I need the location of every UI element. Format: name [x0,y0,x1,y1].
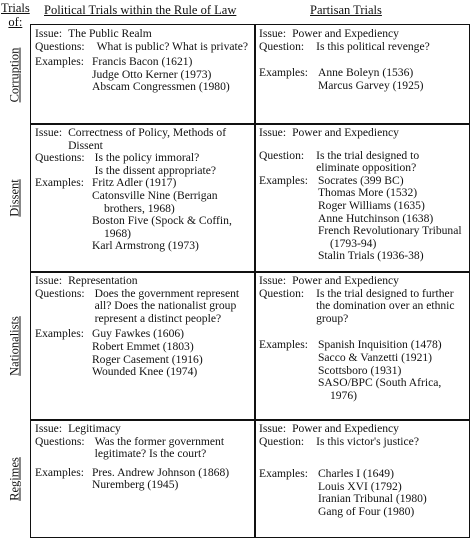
issue-line: Issue: Correctness of Policy, Methods of Dissent [35,126,227,152]
example-item: Roger Williams (1635) [317,198,425,212]
row-axis-header-line2: of: [8,15,23,29]
example-item: Gang of Four (1980) [317,504,415,518]
example-item: SASO/BPC (South Africa, 1976) [317,376,442,402]
example-item: Stalin Trials (1936-38) [317,249,424,263]
example-item: Fritz Adler (1917) [91,176,177,190]
example-item: Scottsboro (1931) [317,363,402,377]
example-item: Thomas More (1532) [317,186,418,200]
examples-block: Examples: Anne Boleyn (1536) Marcus Garvey (1925) [259,67,465,92]
example-item: Catonsville Nine (Berrigan brothers, 1968) [91,188,218,215]
examples-block: Examples: Fritz Adler (1917) Catonsville Nine (Berrigan brothers, 1968) Boston Five (Spock & Coffin, 1968) Karl Armstrong (1973) [35,177,251,253]
questions-line: Questions: Does the government represent all? Does the nationalist group represent a distinct people? [35,286,240,325]
example-item: Sacco & Vanzetti (1921) [317,350,433,364]
cell-regimes-partisan [254,419,470,538]
example-item: Roger Casement (1916) [91,352,203,366]
row-label-corruption: Corruption [7,47,22,102]
question-line: Question: Is this political revenge? [259,39,430,53]
question-line: Question: Is the trial designed to eliminate opposition? [259,148,420,175]
example-item: Socrates (399 BC) [317,173,404,187]
example-item: Wounded Knee (1974) [91,365,198,379]
examples-block: Examples: Spanish Inquisition (1478) Sacco & Vanzetti (1921) Scottsboro (1931) SASO/BPC (South Africa, 1976) [259,339,465,402]
example-item: Anne Hutchinson (1638) [317,211,434,225]
example-item: French Revolutionary Tribunal (1793-94) [317,224,462,250]
example-item: Abscam Congressmen (1980) [91,80,230,94]
example-item: Karl Armstrong (1973) [91,239,199,253]
example-item: Charles I (1649) [317,467,394,481]
questions-line: Questions: Was the former government legitimate? Is the court? [35,434,225,461]
example-item: Francis Bacon (1621) [91,55,193,69]
cell-regimes-rule-of-law [30,419,256,538]
row-label-dissent: Dissent [7,179,22,217]
row-axis-header-line1: Trials [1,1,30,15]
issue-line: Issue: Power and Expediency [259,274,399,287]
example-item: Iranian Tribunal (1980) [317,492,427,506]
issue-line: Issue: Power and Expediency [259,126,399,139]
right-column-header [310,3,382,17]
row-label-nationalists: Nationalists [7,316,22,376]
issue-line: Issue: Power and Expediency [259,422,399,435]
example-item: Nuremberg (1945) [91,478,179,492]
example-item: Louis XVI (1792) [317,479,402,493]
example-item: Robert Emmet (1803) [91,339,194,353]
issue-line: Issue: Legitimacy [35,422,121,435]
example-item: Guy Fawkes (1606) [91,327,185,341]
example-item: Marcus Garvey (1925) [317,78,424,92]
examples-block: Examples: Francis Bacon (1621) Judge Otto Kerner (1973) Abscam Congressmen (1980) [35,56,251,94]
question-line: Question: Is this victor's justice? [259,434,419,448]
cell-nationalists-partisan [254,271,470,421]
examples-block: Examples: Guy Fawkes (1606) Robert Emmet (1803) Roger Casement (1916) Wounded Knee (1974) [35,328,251,378]
right-column-header-text: Partisan Trials [310,3,382,17]
cell-corruption-rule-of-law [30,24,256,125]
questions-line: Questions: Is the policy immoral? Is the dissent appropriate? [35,151,216,177]
issue-line: Issue: Power and Expediency [259,27,399,40]
issue-line: Issue: The Public Realm [35,27,152,40]
cell-corruption-partisan [254,24,470,125]
examples-block: Examples: Pres. Andrew Johnson (1868) Nuremberg (1945) [35,467,251,492]
questions-line: Questions: What is public? What is private? [35,39,249,53]
question-line: Question: Is the trial designed to further the domination over an ethnic group? [259,286,455,325]
examples-block: Examples: Charles I (1649) Louis XVI (1792) Iranian Tribunal (1980) Gang of Four (1980) [259,468,465,518]
examples-block: Examples: Socrates (399 BC) Thomas More (1532) Roger Williams (1635) Anne Hutchinson (1638) French Revolutionary Tribunal (1793-94) Stalin Trials (1936-38) [259,175,465,263]
example-item: Anne Boleyn (1536) [317,66,414,80]
cell-nationalists-rule-of-law [30,271,256,421]
left-column-header [44,3,236,17]
example-item: Spanish Inquisition (1478) [317,338,442,352]
example-item: Judge Otto Kerner (1973) [91,67,212,81]
cell-dissent-rule-of-law [30,123,256,273]
issue-line: Issue: Representation [35,274,138,287]
example-item: Boston Five (Spock & Coffin, 1968) [91,214,232,240]
cell-dissent-partisan [254,123,470,273]
left-column-header-text: Political Trials within the Rule of Law [44,3,237,17]
example-item: Pres. Andrew Johnson (1868) [91,465,230,479]
row-label-regimes: Regimes [7,456,22,501]
